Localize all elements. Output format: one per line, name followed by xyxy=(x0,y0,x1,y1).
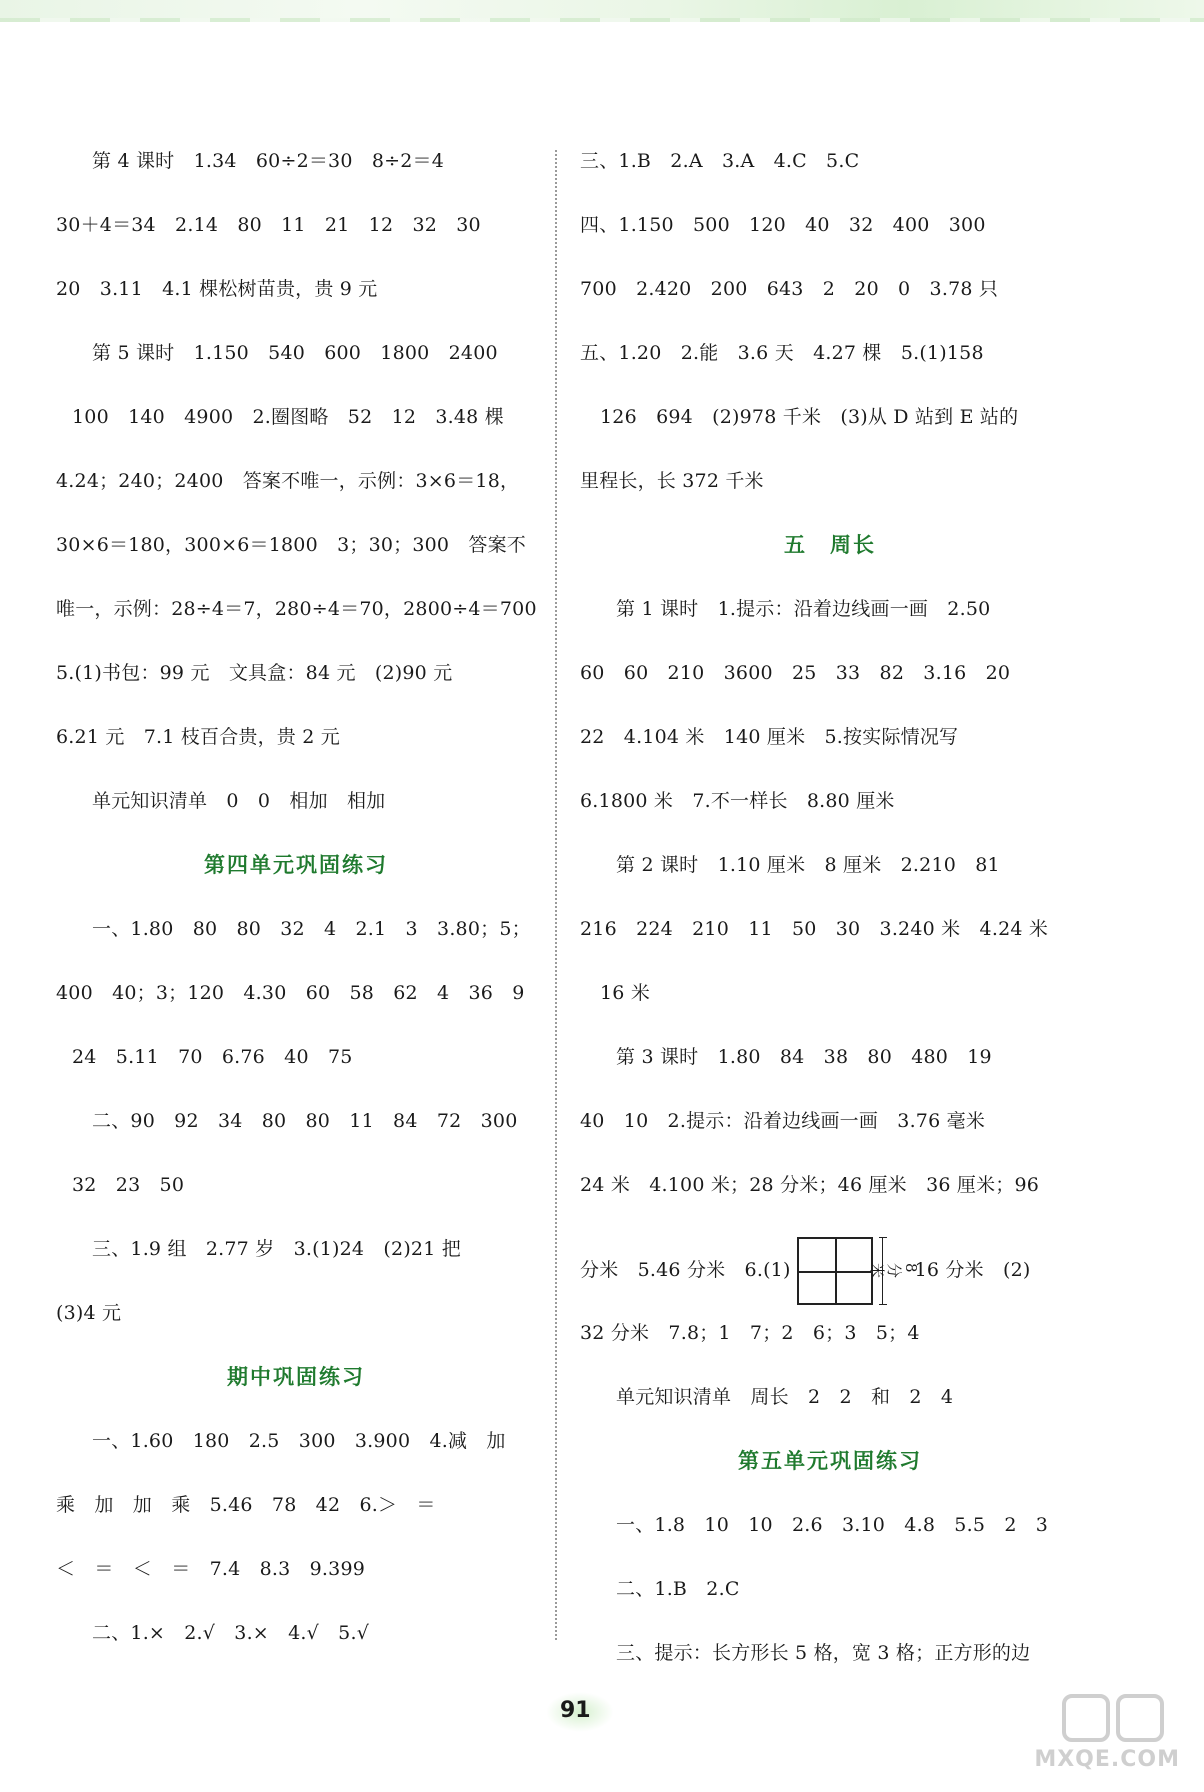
answer-line: 一、1.60 180 2.5 300 3.900 4.减 加 xyxy=(92,1430,506,1452)
answer-line: 第 3 课时 1.80 84 38 80 480 19 xyxy=(616,1046,992,1068)
answer-line: 第 1 课时 1.提示：沿着边线画一画 2.50 xyxy=(616,598,991,620)
answer-line: 三、1.9 组 2.77 岁 3.(1)24 (2)21 把 xyxy=(92,1238,461,1260)
answer-line: 40 10 2.提示：沿着边线画一画 3.76 毫米 xyxy=(580,1110,986,1132)
answer-line: 里程长，长 372 千米 xyxy=(580,470,764,492)
unit-summary-line: 单元知识清单 0 0 相加 相加 xyxy=(92,790,386,812)
answer-line: 30＋4＝34 2.14 80 11 21 12 32 30 xyxy=(56,214,481,236)
answer-line: 二、90 92 34 80 80 11 84 72 300 xyxy=(92,1110,518,1132)
answer-line: 第 4 课时 1.34 60÷2＝30 8÷2＝4 xyxy=(92,150,445,172)
section-heading: 第五单元巩固练习 xyxy=(738,1448,922,1473)
square-grid-figure xyxy=(797,1237,873,1305)
answer-line: 第 2 课时 1.10 厘米 8 厘米 2.210 81 xyxy=(616,854,1000,876)
answer-line: 四、1.150 500 120 40 32 400 300 xyxy=(580,214,986,236)
answer-line: 24 5.11 70 6.76 40 75 xyxy=(72,1046,353,1068)
header-decoration xyxy=(0,0,1204,22)
answer-line: 216 224 210 11 50 30 3.240 米 4.24 米 xyxy=(580,918,1049,940)
answer-line: 5.(1)书包：99 元 文具盒：84 元 (2)90 元 xyxy=(56,662,453,684)
answer-line: 32 23 50 xyxy=(72,1174,185,1196)
answer-line: 6.1800 米 7.不一样长 8.80 厘米 xyxy=(580,790,895,812)
answer-line-with-figure xyxy=(580,1228,1080,1312)
answer-line: 100 140 4900 2.圈图略 52 12 3.48 棵 xyxy=(72,406,504,428)
answer-line: 唯一，示例：28÷4＝7，280÷4＝70，2800÷4＝700 xyxy=(56,598,537,620)
answer-line: 30×6＝180，300×6＝1800 3；30；300 答案不 xyxy=(56,534,527,556)
answer-line: 二、1.× 2.√ 3.× 4.√ 5.√ xyxy=(92,1622,370,1644)
answer-line: 第 5 课时 1.150 540 600 1800 2400 xyxy=(92,342,498,364)
column-divider xyxy=(555,150,557,1640)
answer-line: 16 米 xyxy=(600,982,651,1004)
page-number: 91 xyxy=(560,1698,591,1723)
unit-summary-line: 单元知识清单 周长 2 2 和 2 4 xyxy=(616,1386,954,1408)
answer-line: 一、1.8 10 10 2.6 3.10 4.8 5.5 2 3 xyxy=(616,1514,1049,1536)
dimension-marker xyxy=(867,1237,920,1305)
answer-line: (3)4 元 xyxy=(56,1302,122,1324)
answer-line: 400 40；3；120 4.30 60 58 62 4 36 9 xyxy=(56,982,525,1004)
chapter-heading: 五 周长 xyxy=(784,532,876,557)
answer-line: 32 分米 7.8；1 7；2 6；3 5；4 xyxy=(580,1322,920,1344)
answer-line: 五、1.20 2.能 3.6 天 4.27 棵 5.(1)158 xyxy=(580,342,984,364)
watermark-text: MXQE.COM xyxy=(1034,1747,1180,1772)
section-heading: 期中巩固练习 xyxy=(227,1364,365,1389)
answer-line: 二、1.B 2.C xyxy=(616,1578,740,1600)
right-column xyxy=(580,140,1080,1696)
answer-line: ＜ ＝ ＜ ＝ 7.4 8.3 9.399 xyxy=(56,1558,366,1580)
answer-line: 24 米 4.100 米；28 分米；46 厘米 36 厘米；96 xyxy=(580,1174,1040,1196)
watermark-emblem-icon xyxy=(1060,1690,1180,1750)
answer-line: 一、1.80 80 80 32 4 2.1 3 3.80；5； xyxy=(92,918,531,940)
left-column xyxy=(56,140,536,1676)
answer-line: 126 694 (2)978 千米 (3)从 D 站到 E 站的 xyxy=(600,406,1019,428)
answer-text: 16 分米 (2) xyxy=(914,1259,1031,1281)
section-heading: 第四单元巩固练习 xyxy=(204,852,388,877)
answer-line: 三、1.B 2.A 3.A 4.C 5.C xyxy=(580,150,860,172)
answer-line: 6.21 元 7.1 枝百合贵，贵 2 元 xyxy=(56,726,340,748)
answer-line: 700 2.420 200 643 2 20 0 3.78 只 xyxy=(580,278,999,300)
watermark-logo xyxy=(1010,1690,1190,1780)
answer-line: 60 60 210 3600 25 33 82 3.16 20 xyxy=(580,662,1011,684)
dimension-label: 8分米 xyxy=(867,1263,920,1279)
answer-line: 乘 加 加 乘 5.46 78 42 6.＞ ＝ xyxy=(56,1494,436,1516)
answer-line: 20 3.11 4.1 棵松树苗贵，贵 9 元 xyxy=(56,278,378,300)
answer-text: 分米 5.46 分米 6.(1) xyxy=(580,1259,791,1281)
answer-line: 22 4.104 米 140 厘米 5.按实际情况写 xyxy=(580,726,959,748)
answer-line: 4.24；240；2400 答案不唯一，示例：3×6＝18， xyxy=(56,470,520,492)
answer-line: 三、提示：长方形长 5 格，宽 3 格；正方形的边 xyxy=(616,1642,1031,1664)
